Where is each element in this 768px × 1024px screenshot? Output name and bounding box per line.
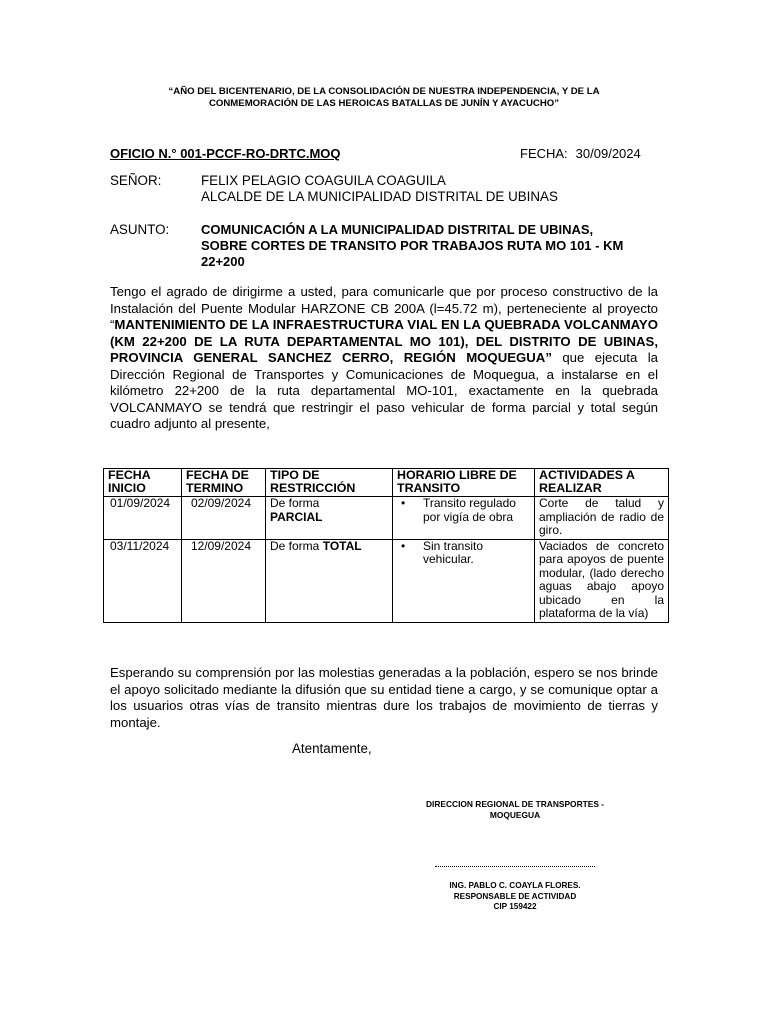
col-activity-header: ACTIVIDADES A REALIZAR xyxy=(535,469,669,497)
start-date-cell: 01/09/2024 xyxy=(104,497,182,540)
document-number: OFICIO N.° 001-PCCF-RO-DRTC.MOQ xyxy=(110,146,341,161)
body-paragraph-1 xyxy=(110,284,658,433)
project-name: MANTENIMIENTO DE LA INFRAESTRUCTURA VIAL EN LA QUEBRADA VOLCANMAYO (KM 22+200 DE LA RUTA DEPARTAMENTAL MO 101), DEL DISTRITO DE UBINAS, PROVINCIA GENERAL SANCHEZ CERRO, REGIÓN MOQUEGUA” xyxy=(110,317,658,365)
bullet-icon: • xyxy=(401,496,406,510)
col-start-header: FECHA INICIO xyxy=(104,469,182,497)
schedule-cell: • Transito regulado por vigía de obra xyxy=(393,497,535,540)
table-row xyxy=(104,539,669,622)
signature-block xyxy=(420,881,610,913)
year-motto-line1: “AÑO DEL BICENTENARIO, DE LA CONSOLIDACIÓN DE NUESTRA INDEPENDENCIA, Y DE LA xyxy=(168,86,600,97)
col-type-header: TIPO DE RESTRICCIÓN xyxy=(266,469,393,497)
table-row xyxy=(104,497,669,540)
date-label: FECHA: xyxy=(520,146,568,161)
activity-cell: Corte de talud y ampliación de radio de giro. xyxy=(535,497,669,540)
date-value: 30/09/2024 xyxy=(575,146,641,161)
signature-line xyxy=(435,866,595,867)
restriction-type-cell: De forma PARCIAL xyxy=(266,497,393,540)
end-date-cell: 12/09/2024 xyxy=(182,539,266,622)
col-schedule-header: HORARIO LIBRE DE TRANSITO xyxy=(393,469,535,497)
recipient-position: ALCALDE DE LA MUNICIPALIDAD DISTRITAL DE UBINAS xyxy=(201,189,558,204)
subject-label: ASUNTO: xyxy=(110,222,170,237)
subject-text: COMUNICACIÓN A LA MUNICIPALIDAD DISTRITAL DE UBINAS, SOBRE CORTES DE TRANSITO POR TRABAJOS RUTA MO 101 - KM 22+200 xyxy=(201,222,624,269)
table-header-row xyxy=(104,469,669,497)
p1-intro: Tengo el agrado de dirigirme a usted, para comunicarle que por proceso constructivo de la Instalación del Puente Modular HARZONE CB 200A (l=45.72 m), perteneciente al proyecto “ xyxy=(110,284,658,332)
body-paragraph-2: Esperando su comprensión por las molestias generadas a la población, espero se nos brinde el apoyo solicitado mediante la difusión que su entidad tiene a cargo, y se comunique optar a los usuarios otras vías de transito mientras dure los trabajos de movimiento de tierras y montaje. xyxy=(110,665,658,730)
recipient-name: FELIX PELAGIO COAGUILA COAGUILA xyxy=(201,173,446,188)
restriction-type-cell: De forma TOTAL xyxy=(266,539,393,622)
recipient-block xyxy=(201,173,558,205)
year-motto xyxy=(110,86,658,110)
activity-cell: Vaciados de concreto para apoyos de puente modular, (lado derecho aguas abajo apoyo ubicado en la plataforma de la vía) xyxy=(535,539,669,622)
restrictions-table xyxy=(103,468,669,623)
closing-text: Atentamente, xyxy=(292,741,372,756)
signer-role: RESPONSABLE DE ACTIVIDAD xyxy=(453,891,577,901)
bullet-icon: • xyxy=(401,538,406,553)
signer-cip: CIP 159422 xyxy=(493,902,537,911)
start-date-cell: 03/11/2024 xyxy=(104,539,182,622)
end-date-cell: 02/09/2024 xyxy=(182,497,266,540)
year-motto-line2: CONMEMORACIÓN DE LAS HEROICAS BATALLAS DE JUNÍN Y AYACUCHO” xyxy=(208,98,560,109)
col-end-header: FECHA DE TERMINO xyxy=(182,469,266,497)
p1-rest: que ejecuta la Dirección Regional de Transportes y Comunicaciones de Moquegua, a instalarse en el kilómetro 22+200 de la ruta departamental MO-101, exactamente en la quebrada VOLCANMAYO se tendrá que restringir el paso vehicular de forma parcial y total según cuadro adjunto al presente, xyxy=(110,350,658,431)
recipient-label: SEÑOR: xyxy=(110,173,162,188)
signer-name: ING. PABLO C. COAYLA FLORES. xyxy=(449,881,581,890)
organization-name: DIRECCION REGIONAL DE TRANSPORTES - MOQUEGUA xyxy=(425,799,605,820)
schedule-cell: • Sin transito vehicular. xyxy=(393,539,535,622)
document-date xyxy=(520,146,641,161)
